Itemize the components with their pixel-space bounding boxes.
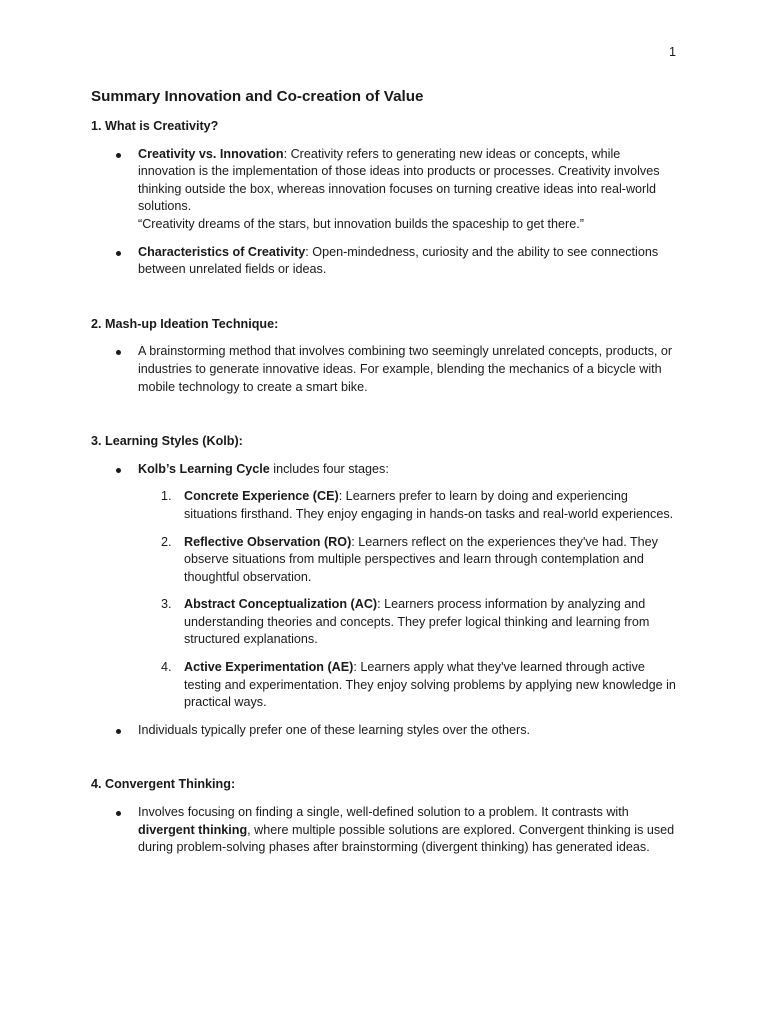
item-text: includes four stages: xyxy=(269,461,389,476)
list-item xyxy=(91,461,676,712)
term: Reflective Observation (RO) xyxy=(184,534,352,549)
item-number: 3. xyxy=(161,597,172,612)
list-item xyxy=(91,146,676,234)
numbered-item xyxy=(138,596,676,649)
document-title: Summary Innovation and Co-creation of Value xyxy=(91,88,424,105)
item-text: , where multiple possible solutions are explored. Convergent thinking is used during problem-solving phases after brainstorming (divergent thinking) has generated ideas. xyxy=(138,822,675,855)
list-item xyxy=(91,244,676,279)
term: Active Experimentation (AE) xyxy=(184,660,354,675)
term: Creativity vs. Innovation xyxy=(138,146,284,161)
term: Abstract Conceptualization (AC) xyxy=(184,597,378,612)
section-learning-styles xyxy=(91,433,676,739)
bullet-list xyxy=(91,343,676,396)
term: Kolb’s Learning Cycle xyxy=(138,461,270,476)
numbered-item xyxy=(138,534,676,587)
item-text: A brainstorming method that involves combining two seemingly unrelated concepts, products, or industries to generate innovative ideas. For example, blending the mechanics of a bicycle with mobile technology to create a smart bike. xyxy=(138,344,673,394)
numbered-list xyxy=(138,488,676,712)
section-heading: 3. Learning Styles (Kolb): xyxy=(91,434,243,449)
item-number: 4. xyxy=(161,660,172,675)
section-mashup xyxy=(91,316,676,396)
item-number: 2. xyxy=(161,534,172,549)
section-heading: 4. Convergent Thinking: xyxy=(91,777,236,792)
numbered-item xyxy=(138,659,676,712)
page-number: 1 xyxy=(668,45,676,59)
section-creativity xyxy=(91,118,676,279)
item-text: : Learners prefer to learn by doing and experiencing situations firsthand. They enjoy engaging in hands-on tasks and real-world experiences. xyxy=(184,489,674,521)
list-item xyxy=(91,722,676,740)
numbered-item xyxy=(138,488,676,523)
item-text: Individuals typically prefer one of these learning styles over the others. xyxy=(138,722,531,737)
list-item xyxy=(91,804,676,857)
bullet-list xyxy=(91,804,676,857)
item-text: Involves focusing on finding a single, well-defined solution to a problem. It contrasts with xyxy=(138,805,629,820)
term: Concrete Experience (CE) xyxy=(184,489,339,504)
bullet-list xyxy=(91,461,676,740)
term: divergent thinking xyxy=(138,822,248,837)
item-text: : Learners apply what they've learned through active testing and experimentation. They enjoy solving problems by applying new knowledge in practical ways. xyxy=(184,660,676,710)
list-item xyxy=(91,343,676,396)
bullet-list xyxy=(91,146,676,279)
section-heading: 1. What is Creativity? xyxy=(91,119,219,133)
quote: “Creativity dreams of the stars, but innovation builds the spaceship to get there.” xyxy=(138,216,584,231)
item-text: : Learners reflect on the experiences they've had. They observe situations from multiple perspectives and learn through contemplation and thoughtful observation. xyxy=(184,534,658,584)
item-text: : Open-mindedness, curiosity and the ability to see connections between unrelated fields or ideas. xyxy=(138,244,659,277)
section-heading: 2. Mash-up Ideation Technique: xyxy=(91,316,279,331)
section-convergent-thinking xyxy=(91,776,676,856)
document-body xyxy=(91,87,676,867)
item-text: : Learners process information by analyzing and understanding theories and concepts. They prefer logical thinking and learning from structured explanations. xyxy=(184,597,650,647)
item-text: : Creativity refers to generating new ideas or concepts, while innovation is the implementation of those ideas into products or processes. Creativity involves thinking outside the box, whereas innovation focuses on turning creative ideas into real-world solutions. xyxy=(138,146,660,214)
item-number: 1. xyxy=(161,489,172,504)
term: Characteristics of Creativity xyxy=(138,244,306,259)
